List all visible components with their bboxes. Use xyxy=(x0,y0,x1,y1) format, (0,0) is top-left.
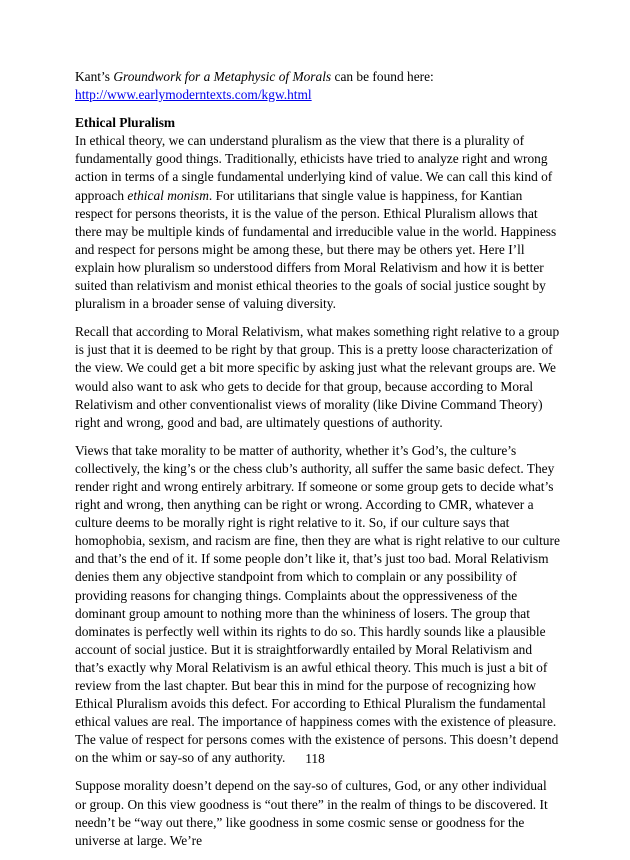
section-paragraph-4: Suppose morality doesn’t depend on the say-so of cultures, God, or any other individual or group. On this view goodness is “out there” in the realm of things to be discovered. It needn’t be “way out there,” like goodness in some cosmic sense or goodness for the universe at large. We’re xyxy=(75,778,548,848)
section-paragraph-1 xyxy=(75,114,561,313)
intro-suffix: can be found here: xyxy=(331,69,434,84)
book-title: Groundwork for a Metaphysic of Morals xyxy=(113,69,332,84)
page-number: 118 xyxy=(305,751,325,766)
page-body xyxy=(75,68,561,860)
paragraph-1-text-a: In ethical theory, we can understand pluralism as the view that there is a plurality of fundamentally good things. Traditionally, ethicists have tried to analyze right and wrong action in terms of a single fundamental underlying kind of value. We can call this kind of approach xyxy=(75,133,553,203)
section-heading: Ethical Pluralism xyxy=(75,115,176,131)
paragraph-1-text-b: . For utilitarians that single value is happiness, for Kantian respect for persons theorists, it is the value of the person. Ethical Pluralism allows that there may be multiple kinds of fundamental and irreducible value in the world. Happiness and respect for persons might be among these, but there may be others yet. Here I’ll explain how pluralism so understood differs from Moral Relativism and how it is better suited than relativism and monist ethical theories to the goals of social justice sought by pluralism in a broader sense of valuing diversity. xyxy=(75,187,557,312)
intro-paragraph xyxy=(75,68,561,104)
section-paragraph-2: Recall that according to Moral Relativism, what makes something right relative to a group is just that it is deemed to be right by that group. This is a pretty loose characterization of the view. We could get a bit more specific by asking just what the relevant groups are. We would also want to ask who gets to decide for that group, because according to Moral Relativism and other conventionalist views of morality (like Divine Command Theory) right and wrong, good and bad, are ultimately questions of authority. xyxy=(75,324,560,430)
intro-prefix: Kant’s xyxy=(75,69,114,84)
paragraph-1-emphasis: ethical monism xyxy=(127,187,209,203)
source-link[interactable]: http://www.earlymoderntexts.com/kgw.html xyxy=(75,87,312,103)
section-paragraph-3: Views that take morality to be matter of authority, whether it’s God’s, the culture’s collectively, the king’s or the chess club’s authority, all suffer the same basic defect. They render right and wrong entirely arbitrary. If someone or some group gets to decide what’s right and wrong, then anything can be right or wrong. According to CMR, whatever a culture deems to be morally right is right relative to it. So, if our culture says that homophobia, sexism, and racism are fine, then they are what is right relative to our culture and that’s the end of it. If some people don’t like it, that’s just too bad. Moral Relativism denies them any objective standpoint from which to complain or any possibility of providing reasons for changing things. Complaints about the oppressiveness of the dominant group amount to nothing more than the whininess of losers. The group that dominates is perfectly well within its rights to do so. This hardly sounds like a plausible account of social justice. But it is straightforwardly entailed by Moral Relativism and that’s exactly why Moral Relativism is an awful ethical theory. This much is just a bit of review from the last chapter. But bear this in mind for the purpose of recognizing how Ethical Pluralism avoids this defect. For according to Ethical Pluralism the fundamental ethical values are real. The importance of happiness comes with the existence of pleasure. The value of respect for persons comes with the existence of persons. This doesn’t depend on the whim or say-so of any authority. xyxy=(75,442,560,766)
